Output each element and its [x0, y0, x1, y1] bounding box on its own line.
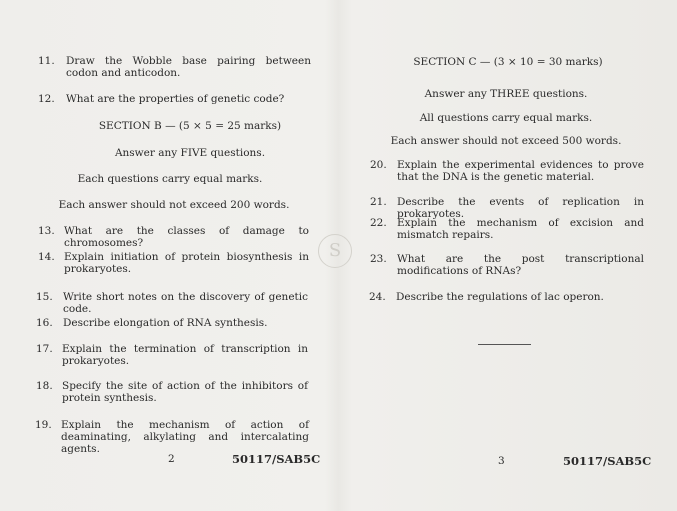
section-c-instruction: Answer any THREE questions. [424, 88, 588, 100]
section-b-heading: SECTION B — (5 × 5 = 25 marks) [98, 120, 282, 132]
page-number: 3 [498, 455, 505, 467]
question-number: 11. [38, 55, 55, 67]
question-text: Draw the Wobble base pairing between codon and anticodon. [66, 55, 311, 79]
question-number: 23. [370, 253, 387, 265]
question-text: Explain initiation of protein biosynthesis in prokaryotes. [64, 251, 309, 275]
end-rule [478, 344, 531, 345]
question-number: 14. [38, 251, 55, 263]
question-text: Write short notes on the discovery of genetic code. [63, 291, 308, 315]
question-number: 20. [370, 159, 387, 171]
question-number: 18. [36, 380, 53, 392]
question-number: 22. [370, 217, 387, 229]
question-number: 13. [38, 225, 55, 237]
question-number: 21. [370, 196, 387, 208]
question-number: 19. [35, 419, 52, 431]
question-number: 17. [36, 343, 53, 355]
question-text: Explain the mechanism of excision and mismatch repairs. [397, 217, 644, 241]
question-text: Explain the termination of transcription in prokaryotes. [62, 343, 308, 367]
question-text: What are the classes of damage to chromosomes? [64, 225, 309, 249]
question-text: What are the post transcriptional modifications of RNAs? [397, 253, 644, 277]
section-c-heading: SECTION C — (3 × 10 = 30 marks) [413, 56, 603, 68]
question-text: What are the properties of genetic code? [66, 93, 285, 105]
question-number: 15. [36, 291, 53, 303]
section-b-instruction: Answer any FIVE questions. [114, 147, 266, 159]
question-text: Explain the experimental evidences to prove that the DNA is the genetic material. [397, 159, 644, 183]
section-b-instruction: Each answer should not exceed 200 words. [58, 199, 290, 211]
section-c-instruction: All questions carry equal marks. [419, 112, 593, 124]
question-number: 24. [369, 291, 386, 303]
paper-code: 50117/SAB5C [232, 452, 321, 466]
question-text: Describe the events of replication in prokaryotes. [397, 196, 644, 220]
question-number: 12. [38, 93, 55, 105]
page-number: 2 [168, 453, 175, 465]
question-text: Describe elongation of RNA synthesis. [63, 317, 268, 329]
paper-code: 50117/SAB5C [563, 454, 652, 468]
question-text: Explain the mechanism of action of deaminating, alkylating and intercalating agents. [61, 419, 309, 455]
question-number: 16. [36, 317, 53, 329]
question-text: Specify the site of action of the inhibitors of protein synthesis. [62, 380, 308, 404]
question-text: Describe the regulations of lac operon. [396, 291, 604, 303]
section-b-instruction: Each questions carry equal marks. [77, 173, 263, 185]
watermark-seal: S [318, 234, 352, 268]
section-c-instruction: Each answer should not exceed 500 words. [390, 135, 622, 147]
